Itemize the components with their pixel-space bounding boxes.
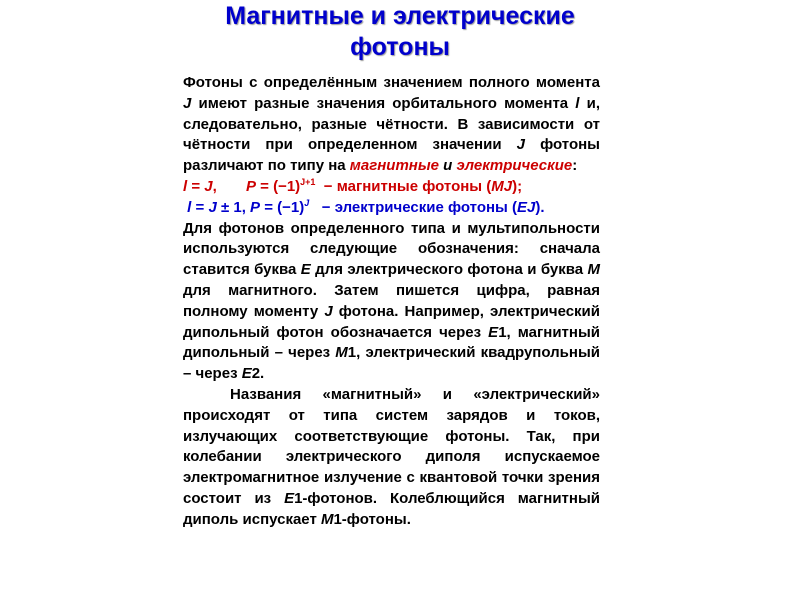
text-run: = [191, 198, 209, 216]
text-run: 1-фотоны. [333, 510, 411, 528]
text-run: имеют разные значения орбитального момента [191, 94, 576, 112]
text-run: = (−1) [255, 177, 301, 195]
text-run: 1-фотонов. Колеблющийся магнитный диполь испускает [183, 489, 600, 528]
code-MJ: MJ [491, 177, 513, 195]
symbol-M: M [587, 261, 600, 279]
term-magnetic: магнитные [349, 157, 440, 175]
symbol-J: J [204, 177, 213, 195]
symbol-P: P [245, 177, 256, 195]
symbol-M: M [320, 510, 334, 528]
text-run: = (−1) [260, 198, 305, 216]
symbol-E: E [241, 365, 252, 383]
symbol-l: l [183, 177, 188, 195]
symbol-l: l [187, 198, 192, 216]
text-run: : [572, 157, 578, 175]
text-run: для электрического фотона и буква [310, 261, 588, 279]
symbol-J: J [516, 136, 525, 154]
term-electric: электрические [456, 157, 573, 175]
text-run: = [187, 177, 205, 195]
naming-paragraph [183, 385, 600, 531]
text-run: 2. [251, 365, 265, 383]
intro-paragraph [183, 73, 600, 177]
text-run: фотона. Например, электрический дипольный фотон обозначается через [183, 302, 601, 341]
title-line-1: Магнитные и электрические [225, 2, 575, 30]
text-run: и, следовательно, разные чётности. В зависимости от чётности при определенном значении [183, 94, 600, 154]
text-run: для магнитного. Затем пишется цифра, равная полному моменту [183, 281, 600, 320]
text-run: ± 1, [216, 198, 251, 216]
symbol-l: l [575, 94, 580, 112]
symbol-J: J [183, 94, 192, 112]
notation-paragraph [183, 219, 600, 385]
text-run: ). [535, 198, 545, 216]
text-run: фотоны различают по типу на [183, 136, 600, 175]
text-run: и [439, 157, 457, 175]
formula-electric [183, 198, 600, 219]
exponent: J+1 [300, 176, 316, 187]
text-run: ); [512, 177, 523, 195]
text-run: Для фотонов определенного типа и мультипольности используются следующие обозначения: сначала ставится буква [183, 219, 600, 279]
symbol-P: P [250, 198, 261, 216]
text-run: 1, магнитный дипольный – через [183, 323, 600, 362]
symbol-J: J [324, 302, 333, 320]
text-run: − магнитные фотоны ( [315, 177, 492, 195]
text-run: , [212, 177, 246, 195]
page-title [150, 1, 650, 63]
exponent: J [304, 197, 310, 208]
code-EJ: EJ [517, 198, 536, 216]
text-run: Названия «магнитный» и «электрический» происходят от типа систем зарядов и токов, излучающих соответствующие фотоны. Так, при колебании электрического диполя испускаемое электромагнитное излучение с квантовой точки зрения состоит из [183, 385, 600, 507]
symbol-E: E [284, 489, 295, 507]
formula-magnetic [183, 177, 600, 198]
symbol-E: E [300, 261, 311, 279]
symbol-M: M [335, 344, 348, 362]
symbol-E: E [488, 323, 499, 341]
slide-body [183, 73, 600, 531]
title-line-2: фотоны [350, 33, 450, 61]
text-run: Фотоны с определённым значением полного момента [183, 74, 600, 91]
text-run: 1, электрический квадрупольный – через [183, 344, 600, 383]
text-run: − электрические фотоны ( [309, 198, 518, 216]
symbol-J: J [208, 198, 217, 216]
